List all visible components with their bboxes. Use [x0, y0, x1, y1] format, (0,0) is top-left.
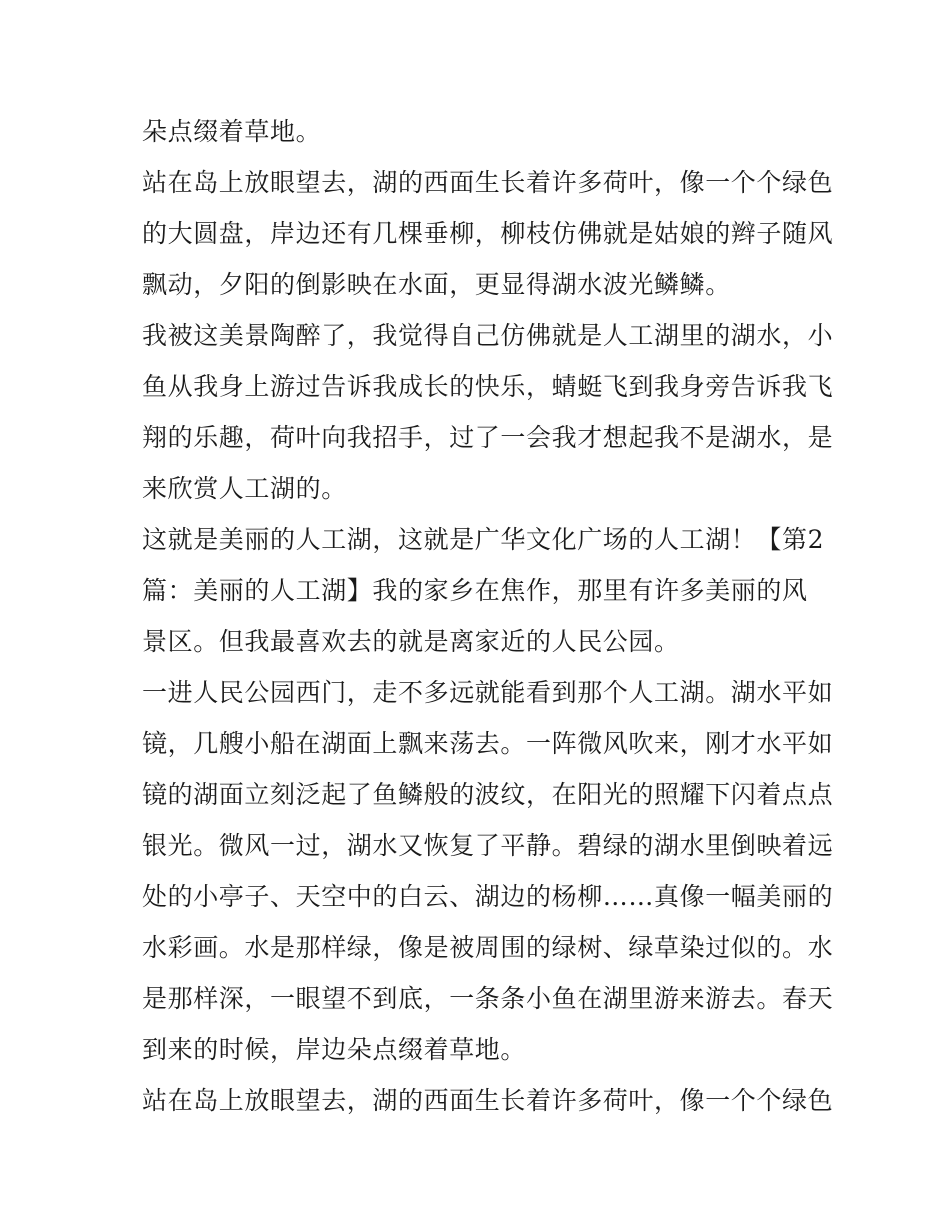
text-line: 我被这美景陶醉了，我觉得自己仿佛就是人工湖里的湖水，小: [142, 321, 834, 350]
text-line: 镜的湖面立刻泛起了鱼鳞般的波纹，在阳光的照耀下闪着点点: [142, 780, 834, 809]
article-body: [142, 106, 834, 1126]
text-line: 银光。微风一过，湖水又恢复了平静。碧绿的湖水里倒映着远: [142, 831, 834, 860]
text-line: 这就是美丽的人工湖，这就是广华文化广场的人工湖！【第2: [142, 525, 825, 554]
text-line: 篇：美丽的人工湖】我的家乡在焦作，那里有许多美丽的风: [142, 576, 808, 605]
text-line: 一进人民公园西门，走不多远就能看到那个人工湖。湖水平如: [142, 678, 834, 707]
text-line: 镜，几艘小船在湖面上飘来荡去。一阵微风吹来，刚才水平如: [142, 729, 834, 758]
text-line: 站在岛上放眼望去，湖的西面生长着许多荷叶，像一个个绿色: [142, 1086, 834, 1115]
text-line: 鱼从我身上游过告诉我成长的快乐，蜻蜓飞到我身旁告诉我飞: [142, 372, 834, 401]
text-line: 飘动，夕阳的倒影映在水面，更显得湖水波光鳞鳞。: [142, 270, 731, 299]
text-line: 到来的时候，岸边朵点缀着草地。: [142, 1035, 527, 1064]
text-line: 处的小亭子、天空中的白云、湖边的杨柳……真像一幅美丽的: [142, 882, 834, 911]
text-line: 站在岛上放眼望去，湖的西面生长着许多荷叶，像一个个绿色: [142, 168, 834, 197]
text-line: 的大圆盘，岸边还有几棵垂柳，柳枝仿佛就是姑娘的辫子随风: [142, 219, 834, 248]
text-line: 水彩画。水是那样绿，像是被周围的绿树、绿草染过似的。水: [142, 933, 834, 962]
text-line: 景区。但我最喜欢去的就是离家近的人民公园。: [142, 627, 680, 656]
text-line: 是那样深，一眼望不到底，一条条小鱼在湖里游来游去。春天: [142, 984, 834, 1013]
text-line: 朵点缀着草地。: [142, 117, 322, 146]
text-line: 翔的乐趣，荷叶向我招手，过了一会我才想起我不是湖水，是: [142, 423, 834, 452]
text-line: 来欣赏人工湖的。: [142, 474, 347, 503]
